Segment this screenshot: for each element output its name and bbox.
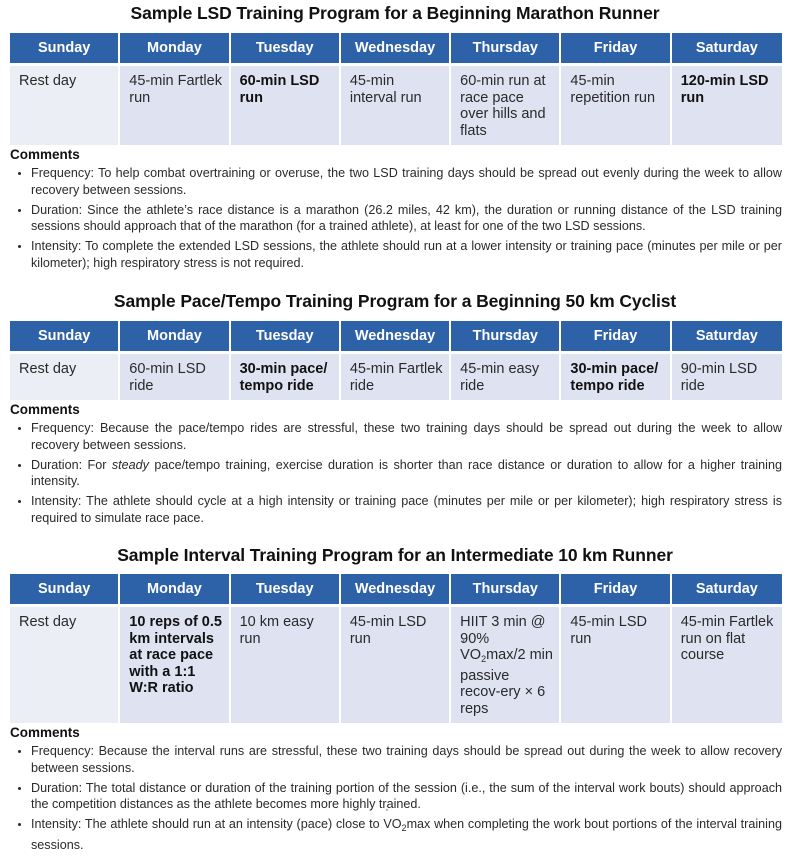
day-header: Wednesday bbox=[341, 574, 451, 604]
list-item: • Frequency: To help combat overtraining or overuse, the two LSD training days should be spread out evenly during the week to allow recovery between sessions. bbox=[31, 165, 782, 199]
comment-text: O bbox=[391, 817, 402, 832]
day-header: Saturday bbox=[672, 33, 782, 63]
day-header: Wednesday bbox=[341, 321, 451, 351]
schedule-cell: 45-min Fartlek run bbox=[120, 63, 230, 145]
day-header: Thursday bbox=[451, 321, 561, 351]
schedule-cell: 45-min LSD run bbox=[341, 604, 451, 723]
subscript: 2 bbox=[481, 654, 487, 664]
schedule-cell: Rest day bbox=[10, 604, 120, 723]
comment-text: max when completing the work bout portions of the interval training sessions. bbox=[31, 817, 782, 852]
day-header: Monday bbox=[120, 321, 230, 351]
comment-emphasis: steady bbox=[111, 457, 149, 472]
day-header: Saturday bbox=[672, 574, 782, 604]
v-dot-symbol: ˙ V bbox=[383, 816, 391, 833]
section-title-tempo: Sample Pace/Tempo Training Program for a Beginning 50 km Cyclist bbox=[113, 291, 677, 311]
list-item: • Duration: Since the athlete’s race distance is a marathon (26.2 miles, 42 km), the duration or running distance of the LSD training sessions should approach that of the marathon (for a trained athlete), at least for one of the two LSD sessions. bbox=[31, 202, 782, 236]
schedule-cell: 45-min Fartlek run on flat course bbox=[672, 604, 782, 723]
tempo-program bbox=[10, 321, 782, 530]
day-header: Tuesday bbox=[231, 33, 341, 63]
schedule-cell: 60-min LSD run bbox=[231, 63, 341, 145]
comments-list bbox=[10, 420, 782, 527]
day-header: Sunday bbox=[10, 33, 120, 63]
schedule-cell: 60-min run at race pace over hills and flats bbox=[451, 63, 561, 145]
schedule-cell: Rest day bbox=[10, 351, 120, 400]
table-header-row bbox=[10, 574, 782, 604]
schedule-cell: 45-min interval run bbox=[341, 63, 451, 145]
table-row bbox=[10, 351, 782, 400]
day-header: Friday bbox=[561, 33, 671, 63]
schedule-cell: 10 km easy run bbox=[231, 604, 341, 723]
section-title-lsd: Sample LSD Training Program for a Beginning Marathon Runner bbox=[130, 3, 660, 23]
interval-schedule-table bbox=[10, 574, 782, 723]
day-header: Thursday bbox=[451, 33, 561, 63]
schedule-cell: 30-min pace/ tempo ride bbox=[231, 351, 341, 400]
day-header: Tuesday bbox=[231, 574, 341, 604]
section-title-interval: Sample Interval Training Program for an Intermediate 10 km Runner bbox=[117, 545, 673, 565]
day-header: Saturday bbox=[672, 321, 782, 351]
tempo-schedule-table bbox=[10, 321, 782, 400]
list-item: • Intensity: To complete the extended LSD sessions, the athlete should run at a lower intensity or training pace (minutes per mile or per kilometer); high respiratory stress is not required. bbox=[31, 238, 782, 272]
schedule-cell: 45-min Fartlek ride bbox=[341, 351, 451, 400]
lsd-schedule-table bbox=[10, 33, 782, 145]
list-item: • Frequency: Because the pace/tempo rides are stressful, these two training days should be spread out during the week to allow recovery between sessions. bbox=[31, 420, 782, 454]
cell-text: max/2 min passive recov-ery × 6 reps bbox=[460, 647, 553, 717]
comments-list bbox=[10, 743, 782, 854]
list-item: • Intensity: The athlete should cycle at a high intensity or training pace (minutes per mile or per kilometer); high respiratory stress is required to simulate race pace. bbox=[31, 493, 782, 527]
day-header: Friday bbox=[561, 321, 671, 351]
subscript: 2 bbox=[401, 823, 407, 834]
schedule-cell: 45-min easy ride bbox=[451, 351, 561, 400]
schedule-cell: 45-min repetition run bbox=[561, 63, 671, 145]
comment-text: pace/tempo training, exercise duration is shorter than race distance or duration to allow for a higher training intensity. bbox=[31, 457, 782, 489]
schedule-cell: 30-min pace/ tempo ride bbox=[561, 351, 671, 400]
table-header-row bbox=[10, 321, 782, 351]
comment-text: Intensity: The athlete should run at an intensity (pace) close to bbox=[31, 817, 384, 832]
table-row bbox=[10, 63, 782, 145]
comments-heading: Comments bbox=[10, 725, 80, 740]
schedule-cell: 120-min LSD run bbox=[672, 63, 782, 145]
comment-text: Duration: For bbox=[31, 457, 112, 472]
table-header-row bbox=[10, 33, 782, 63]
schedule-cell: 45-min LSD run bbox=[561, 604, 671, 723]
table-row bbox=[10, 604, 782, 723]
schedule-cell: 90-min LSD ride bbox=[672, 351, 782, 400]
schedule-cell bbox=[451, 604, 561, 723]
list-item: • Frequency: Because the interval runs are stressful, these two training days should be spread out during the week to allow recovery between sessions. bbox=[31, 743, 782, 777]
interval-program bbox=[10, 574, 782, 857]
day-header: Monday bbox=[120, 33, 230, 63]
lsd-program bbox=[10, 33, 782, 275]
list-item bbox=[31, 816, 782, 854]
comments-heading: Comments bbox=[10, 402, 80, 417]
cell-text: HIIT 3 min @ 90% bbox=[460, 614, 546, 647]
day-header: Friday bbox=[561, 574, 671, 604]
day-header: Wednesday bbox=[341, 33, 451, 63]
day-header: Sunday bbox=[10, 321, 120, 351]
day-header: Thursday bbox=[451, 574, 561, 604]
comments-list bbox=[10, 165, 782, 272]
vo2-symbol: ˙ VO bbox=[460, 647, 481, 664]
list-item bbox=[31, 457, 782, 491]
schedule-cell: 10 reps of 0.5 km intervals at race pace with a 1:1 W:R ratio bbox=[120, 604, 230, 723]
day-header: Tuesday bbox=[231, 321, 341, 351]
comments-heading: Comments bbox=[10, 147, 80, 162]
day-header: Sunday bbox=[10, 574, 120, 604]
list-item: • Duration: The total distance or duration of the training portion of the session (i.e., the sum of the interval work bouts) should approach the competition distances as the athlete becomes more highly trained. bbox=[31, 780, 782, 814]
schedule-cell: 60-min LSD ride bbox=[120, 351, 230, 400]
schedule-cell: Rest day bbox=[10, 63, 120, 145]
day-header: Monday bbox=[120, 574, 230, 604]
